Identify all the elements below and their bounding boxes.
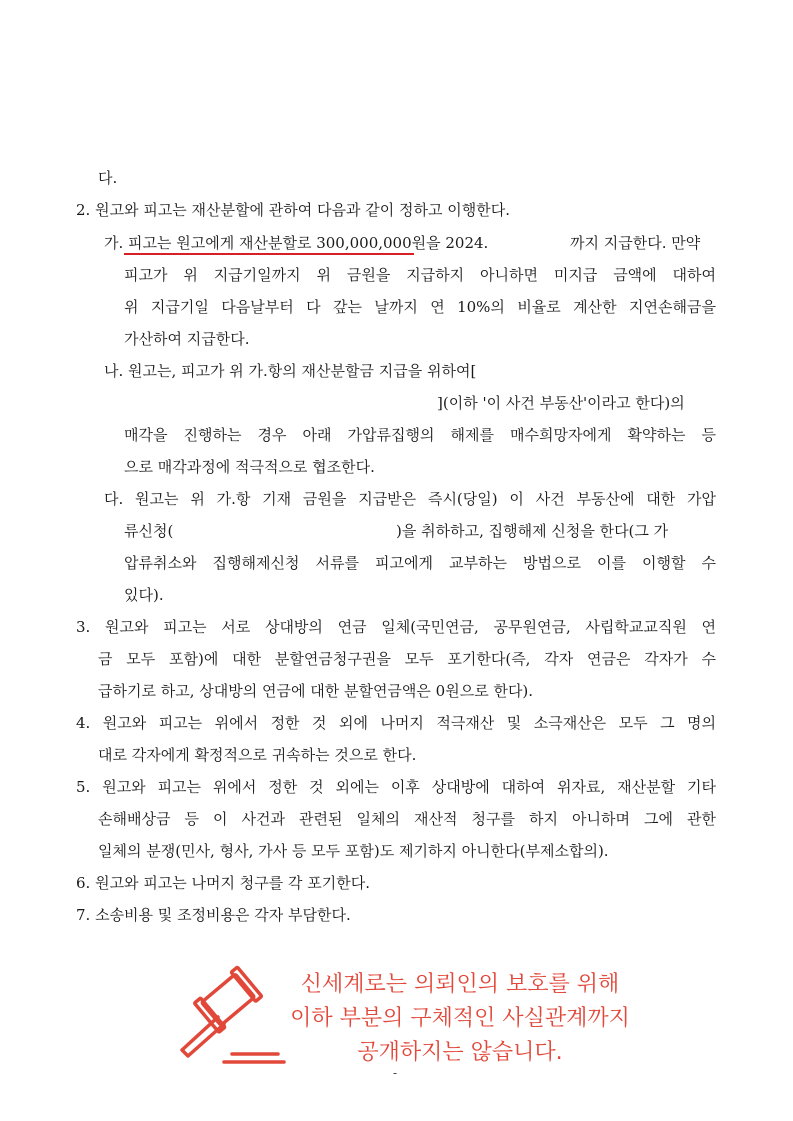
clause-6: 6. 원고와 피고는 나머지 청구를 각 포기한다. [76, 874, 371, 892]
clause-4: 4. 원고와 피고는 위에서 정한 것 외에 나머지 적극재산 및 소극재산은 모두 그 명의 [76, 714, 716, 732]
text-line: 피고가 위 지급기일까지 위 금원을 지급하지 아니하면 미지급 금액에 대하여 [124, 266, 716, 284]
text-line: 손해배상금 등 이 사건과 관련된 일체의 재산적 청구를 하지 아니하며 그에 관한 [98, 810, 716, 828]
text-line: 급하기로 하고, 상대방의 연금에 대한 분할연금액은 0원으로 한다). [98, 682, 534, 700]
red-underline [124, 253, 414, 255]
notice-line-2: 이하 부분의 구체적인 사실관계까지 [290, 1006, 630, 1031]
text-line: 매각을 진행하는 경우 아래 가압류집행의 해제를 매수희망자에게 확약하는 등 [124, 426, 716, 444]
text-line: 가산하여 지급한다. [124, 330, 250, 348]
text-line: 대로 각자에게 확정적으로 귀속하는 것으로 한다. [98, 746, 417, 764]
text-line: )을 취하하고, 집행해제 신청을 한다(그 가 [396, 522, 669, 540]
clause-5: 5. 원고와 피고는 위에서 정한 것 외에는 이후 상대방에 대하여 위자료, 재산분할 기타 [76, 778, 716, 796]
text-line: 있다). [124, 586, 164, 604]
text-line: 다. [98, 169, 118, 187]
text-line: 압류취소와 집행해제신청 서류를 피고에게 교부하는 방법으로 이를 이행할 수 [124, 554, 716, 572]
clause-2-a-text: 가. 피고는 원고에게 재산분할로 300,000,000원을 2024. [104, 234, 489, 252]
text-line: 금 모두 포함)에 대한 분할연금청구권을 모두 포기한다(즉, 각자 연금은 각자가 수 [98, 650, 716, 668]
clause-2-c: 다. 원고는 위 가.항 기재 금원을 지급받은 즉시(당일) 이 사건 부동산에 대한 가압 [104, 490, 716, 508]
clause-2-a-text-end: 까지 지급한다. 만약 [570, 234, 701, 252]
text-line: ](이하 '이 사건 부동산'이라고 한다)의 [437, 394, 685, 412]
clause-2-b: 나. 원고는, 피고가 위 가.항의 재산분할금 지급을 위하여[ [104, 362, 477, 380]
clause-7: 7. 소송비용 및 조정비용은 각자 부담한다. [76, 906, 351, 924]
page-marker: - [393, 1066, 398, 1080]
text-line: 류신청( [124, 522, 174, 540]
text-line: 일체의 분쟁(민사, 형사, 가사 등 모두 포함)도 제기하지 아니한다(부제소합의). [98, 842, 609, 860]
notice-line-1: 신세계로는 의뢰인의 보호를 위해 [300, 972, 620, 997]
notice-line-3: 공개하지는 않습니다. [357, 1040, 563, 1065]
text-line: 으로 매각과정에 적극적으로 협조한다. [124, 458, 375, 476]
clause-2: 2. 원고와 피고는 재산분할에 관하여 다음과 같이 정하고 이행한다. [76, 201, 510, 219]
gavel-icon [168, 962, 288, 1072]
text-line: 위 지급기일 다음날부터 다 갚는 날까지 연 10%의 비율로 계산한 지연손해금을 [124, 298, 716, 316]
clause-3: 3. 원고와 피고는 서로 상대방의 연금 일체(국민연금, 공무원연금, 사립학교교직원 연 [76, 618, 716, 636]
